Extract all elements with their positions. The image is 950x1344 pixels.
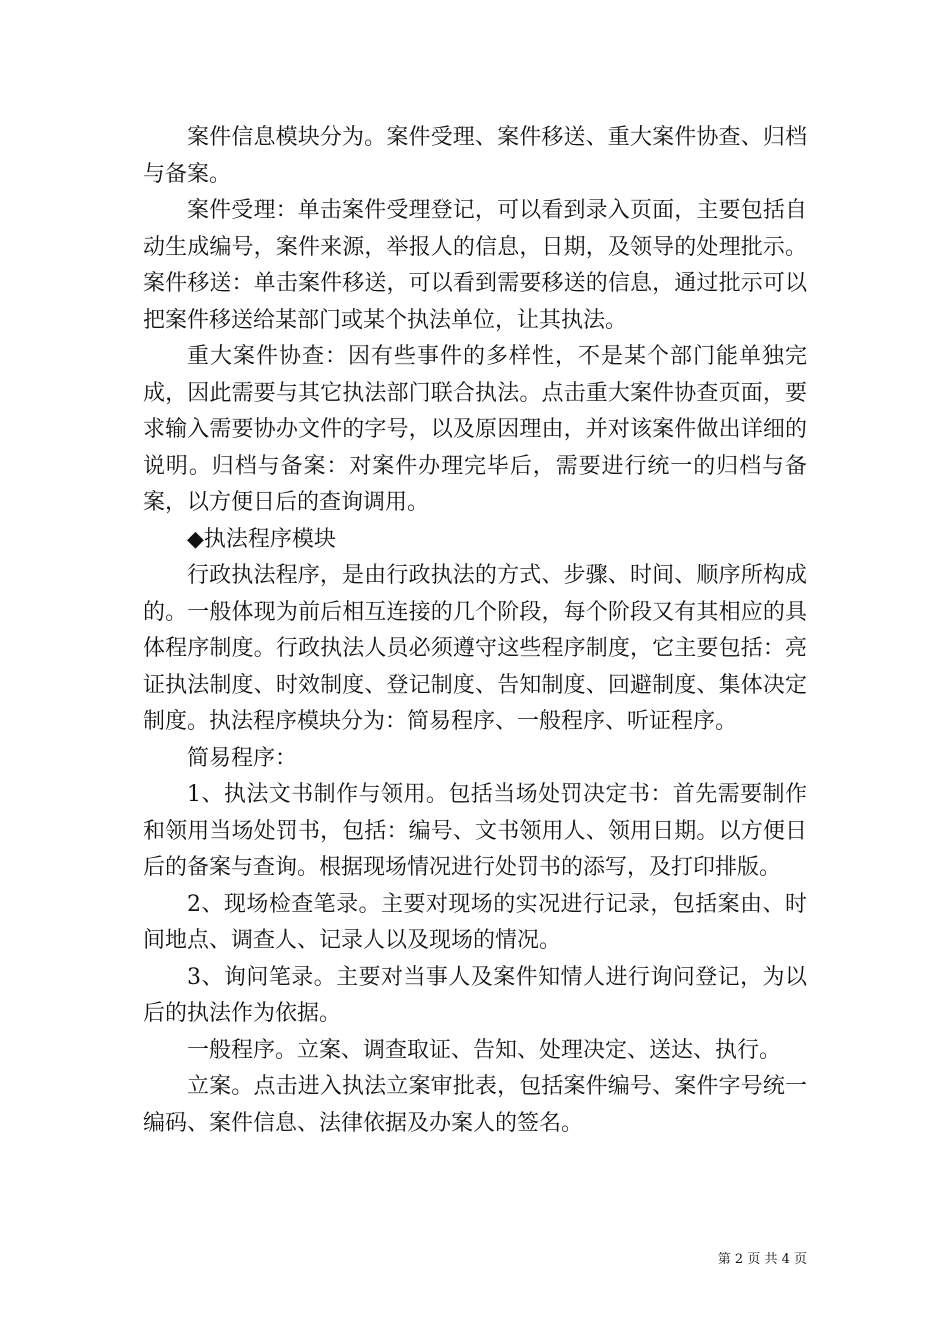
paragraph-case-acceptance: 案件受理：单击案件受理登记，可以看到录入页面，主要包括自动生成编号，案件来源，举报人的信息，日期，及领导的处理批示。案件移送：单击案件移送，可以看到需要移送的信息，通过批示可以把案件移送给某部门或某个执法单位，让其执法。 (143, 198, 807, 333)
paragraph-simple-procedure-label: 简易程序： (187, 745, 298, 771)
paragraph-filing: 立案。点击进入执法立案审批表，包括案件编号、案件字号统一编码、案件信息、法律依据及办案人的签名。 (143, 1074, 807, 1136)
paragraph-administrative-procedure: 行政执法程序，是由行政执法的方式、步骤、时间、顺序所构成的。一般体现为前后相互连接的几个阶段，每个阶段又有其相应的具体程序制度。行政执法人员必须遵守这些程序制度，它主要包括：亮证执法制度、时效制度、登记制度、告知制度、回避制度、集体决定制度。执法程序模块分为：简易程序、一般程序、听证程序。 (143, 563, 807, 734)
page-number-footer: 第 2 页 共 4 页 (717, 1252, 807, 1267)
paragraph-item-1-documents: 1、执法文书制作与领用。包括当场处罚决定书：首先需要制作和领用当场处罚书，包括：编号、文书领用人、领用日期。以方便日后的备案与查询。根据现场情况进行处罚书的添写，及打印排版。 (143, 782, 807, 880)
document-body (143, 120, 807, 1142)
paragraph-case-info-intro: 案件信息模块分为。案件受理、案件移送、重大案件协查、归档与备案。 (143, 125, 807, 187)
paragraph-item-2-site-inspection: 2、现场检查笔录。主要对现场的实况进行记录，包括案由、时间地点、调查人、记录人以及现场的情况。 (143, 891, 807, 953)
paragraph-general-procedure: 一般程序。立案、调查取证、告知、处理决定、送达、执行。 (187, 1037, 782, 1063)
paragraph-major-case-investigation: 重大案件协查：因有些事件的多样性，不是某个部门能单独完成，因此需要与其它执法部门联合执法。点击重大案件协查页面，要求输入需要协办文件的字号，以及原因理由，并对该案件做出详细的说明。归档与备案：对案件办理完毕后，需要进行统一的归档与备案，以方便日后的查询调用。 (143, 344, 807, 515)
section-heading-enforcement-procedure: ◆执法程序模块 (187, 526, 336, 552)
paragraph-item-3-inquiry-record: 3、询问笔录。主要对当事人及案件知情人进行询问登记，为以后的执法作为依据。 (143, 964, 807, 1026)
